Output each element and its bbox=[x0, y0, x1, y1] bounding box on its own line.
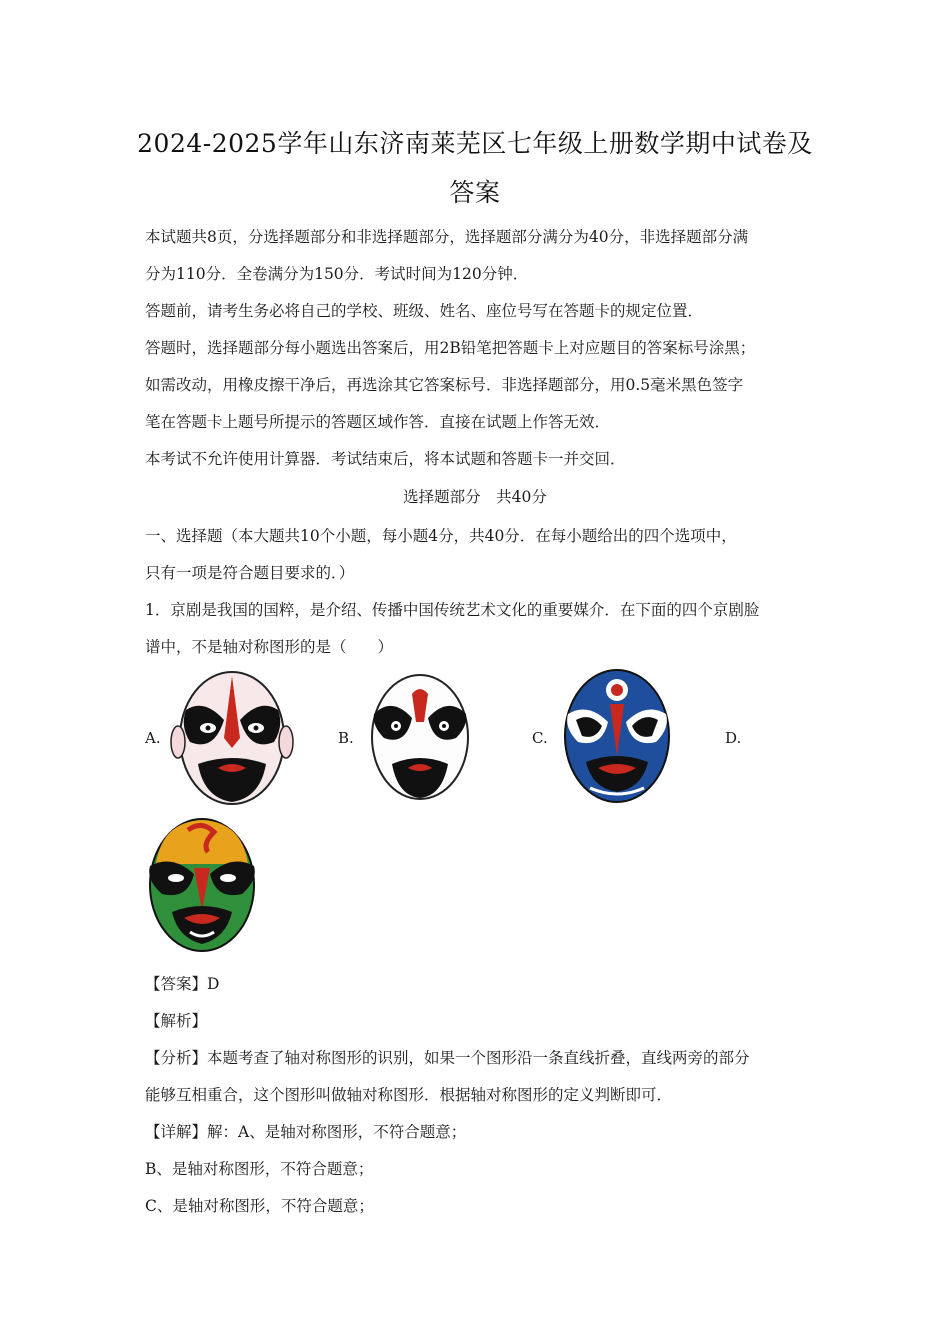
instruction-line: 笔在答题卡上题号所提示的答题区域作答．直接在试题上作答无效． bbox=[145, 413, 611, 431]
instruction-line: 答题时，选择题部分每小题选出答案后，用2B铅笔把答题卡上对应题目的答案标号涂黑； bbox=[145, 339, 756, 357]
instruction-line: 答题前，请考生务必将自己的学校、班级、姓名、座位号写在答题卡的规定位置． bbox=[145, 302, 704, 320]
analysis-header: 【解析】 bbox=[145, 1012, 208, 1030]
opera-mask-red-white-icon bbox=[170, 668, 294, 808]
instruction-line: 本试题共8页，分选择题部分和非选择题部分，选择题部分满分为40分，非选择题部分满 bbox=[145, 228, 749, 246]
detail-line: 【详解】解：A、是轴对称图形，不符合题意； bbox=[145, 1123, 467, 1141]
opera-mask-green-gold-icon bbox=[142, 814, 262, 956]
opera-mask-black-white-icon bbox=[366, 670, 474, 804]
instruction-line: 本考试不允许使用计算器．考试结束后，将本试题和答题卡一并交回． bbox=[145, 450, 626, 468]
option-d-label: D. bbox=[725, 729, 742, 747]
part-heading: 只有一项是符合题目要求的．） bbox=[145, 564, 355, 582]
instruction-line: 如需改动，用橡皮擦干净后，再选涂其它答案标号．非选择题部分，用0.5毫米黑色签字 bbox=[145, 376, 744, 394]
option-a-label: A. bbox=[145, 729, 161, 747]
document-title-line-2: 答案 bbox=[449, 178, 501, 207]
analysis-line: 能够互相重合，这个图形叫做轴对称图形．根据轴对称图形的定义判断即可． bbox=[145, 1086, 673, 1104]
instruction-line: 分为110分．全卷满分为150分．考试时间为120分钟． bbox=[145, 265, 529, 283]
question-stem: 1．京剧是我国的国粹，是介绍、传播中国传统艺术文化的重要媒介．在下面的四个京剧脸 bbox=[145, 601, 760, 619]
part-heading: 一、选择题（本大题共10个小题，每小题4分，共40分．在每小题给出的四个选项中， bbox=[145, 527, 737, 545]
detail-line: C、是轴对称图形，不符合题意； bbox=[145, 1197, 374, 1215]
section-header: 选择题部分 共40分 bbox=[403, 488, 547, 506]
analysis-line: 【分析】本题考查了轴对称图形的识别，如果一个图形沿一条直线折叠，直线两旁的部分 bbox=[145, 1049, 750, 1067]
answer-line: 【答案】D bbox=[145, 975, 220, 993]
question-stem: 谱中，不是轴对称图形的是（ ） bbox=[145, 638, 394, 656]
document-title-line-1: 2024-2025学年山东济南莱芜区七年级上册数学期中试卷及 bbox=[137, 129, 813, 158]
detail-line: B、是轴对称图形，不符合题意； bbox=[145, 1160, 374, 1178]
opera-mask-blue-icon bbox=[558, 664, 676, 808]
option-c-label: C. bbox=[532, 729, 548, 747]
option-b-label: B. bbox=[338, 729, 354, 747]
